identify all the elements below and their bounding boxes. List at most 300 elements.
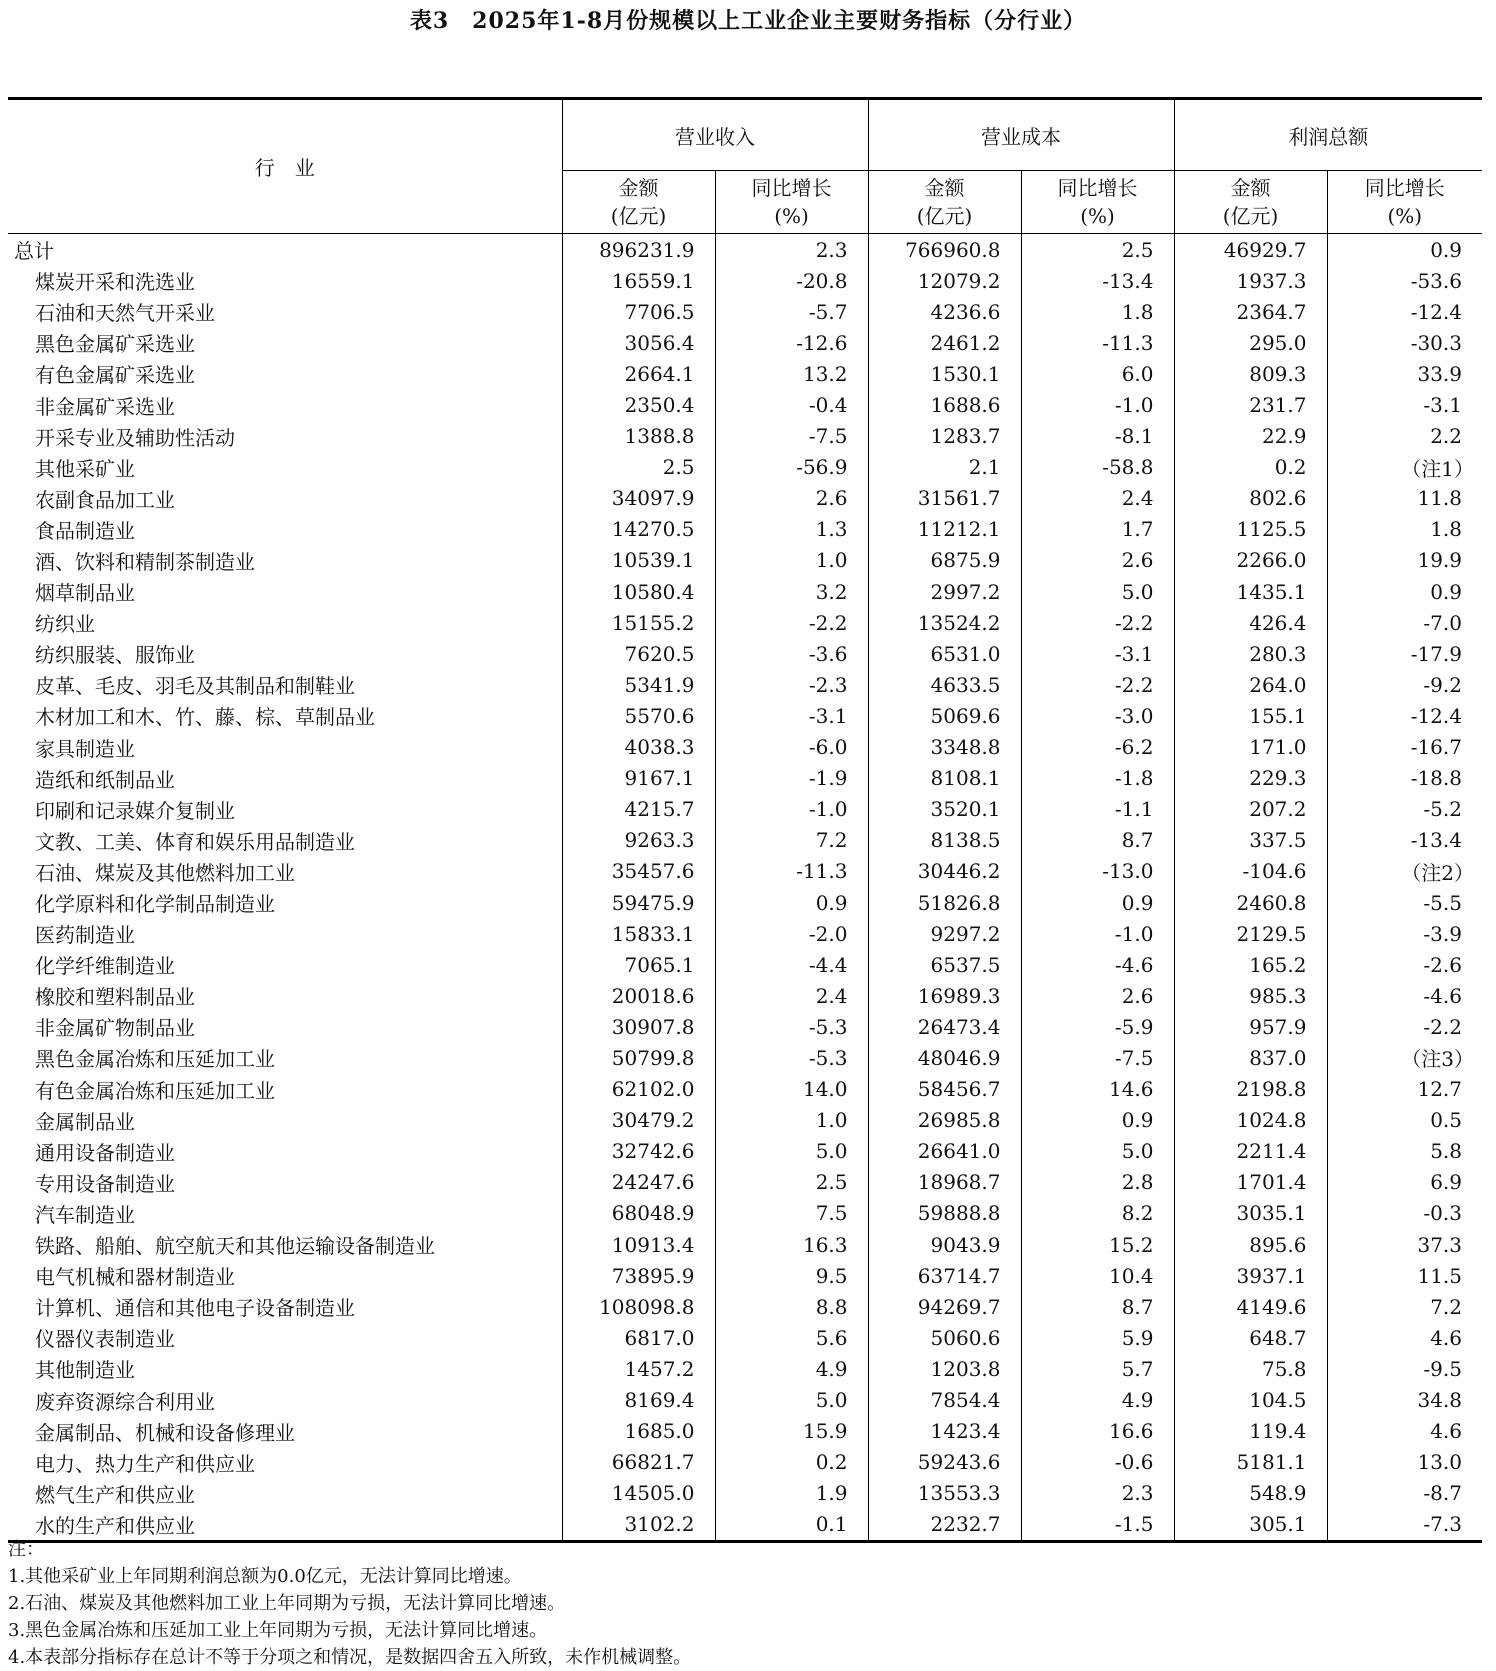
table-row	[8, 918, 1482, 949]
cost-growth-cell: 2.3	[1021, 1478, 1174, 1509]
revenue-amount-cell: 9167.1	[562, 763, 715, 794]
cost-amount-cell: 9297.2	[868, 918, 1021, 949]
profit-growth-cell: （注3）	[1327, 1042, 1482, 1073]
profit-growth-cell: -18.8	[1327, 763, 1482, 794]
revenue-amount-cell: 2350.4	[562, 389, 715, 420]
profit-growth-cell: -13.4	[1327, 825, 1482, 856]
cost-growth-cell: 10.4	[1021, 1260, 1174, 1291]
cost-amount-cell: 766960.8	[868, 234, 1021, 266]
industry-name-cell: 石油、煤炭及其他燃料加工业	[35, 860, 295, 885]
cost-growth-cell: -58.8	[1021, 452, 1174, 483]
profit-amount-cell: 207.2	[1174, 794, 1327, 825]
profit-amount-cell: 2364.7	[1174, 296, 1327, 327]
profit-group-header: 利润总额	[1174, 99, 1482, 171]
profit-amount-cell: 171.0	[1174, 732, 1327, 763]
revenue-growth-cell: -1.9	[715, 763, 868, 794]
table-title: 表3 2025年1-8月份规模以上工业企业主要财务指标（分行业）	[409, 8, 1087, 34]
cost-growth-cell: -8.1	[1021, 421, 1174, 452]
profit-growth-cell: -5.5	[1327, 887, 1482, 918]
cost-amount-cell: 59243.6	[868, 1447, 1021, 1478]
revenue-growth-cell: -5.3	[715, 1042, 868, 1073]
revenue-growth-cell: 7.5	[715, 1198, 868, 1229]
revenue-amount-cell: 4038.3	[562, 732, 715, 763]
revenue-growth-cell: 2.4	[715, 980, 868, 1011]
profit-growth-cell: 11.5	[1327, 1260, 1482, 1291]
profit-amount-cell: 305.1	[1174, 1509, 1327, 1542]
cost-amount-cell: 59888.8	[868, 1198, 1021, 1229]
note-line: 3.黑色金属冶炼和压延加工业上年同期为亏损，无法计算同比增速。	[8, 1620, 548, 1641]
cost-growth-cell: -1.1	[1021, 794, 1174, 825]
revenue-growth-cell: 0.1	[715, 1509, 868, 1542]
industry-name-cell: 纺织服装、服饰业	[35, 643, 195, 668]
cost-growth-cell: 0.9	[1021, 1105, 1174, 1136]
cost-growth-cell: -1.0	[1021, 918, 1174, 949]
profit-amount-cell: 0.2	[1174, 452, 1327, 483]
profit-growth-cell: -9.2	[1327, 669, 1482, 700]
cost-growth-cell: -11.3	[1021, 327, 1174, 358]
revenue-amount-cell: 73895.9	[562, 1260, 715, 1291]
cost-amount-cell: 1283.7	[868, 421, 1021, 452]
revenue-growth-cell: 5.0	[715, 1136, 868, 1167]
industry-name-cell: 医药制造业	[35, 923, 135, 948]
cost-amount-cell: 26473.4	[868, 1011, 1021, 1042]
industry-name-cell: 家具制造业	[35, 736, 135, 761]
table-header	[8, 99, 1482, 234]
table-row	[8, 732, 1482, 763]
cost-amount-cell: 48046.9	[868, 1042, 1021, 1073]
industry-name-cell: 专用设备制造业	[35, 1171, 175, 1196]
profit-growth-cell: -12.4	[1327, 296, 1482, 327]
profit-amount-header: 金额 (亿元)	[1174, 171, 1327, 234]
profit-amount-cell: 2129.5	[1174, 918, 1327, 949]
table-row	[8, 514, 1482, 545]
industry-name-cell: 总计	[14, 239, 54, 264]
table-row	[8, 296, 1482, 327]
revenue-growth-cell: 2.6	[715, 483, 868, 514]
cost-growth-cell: -5.9	[1021, 1011, 1174, 1042]
profit-amount-cell: 1125.5	[1174, 514, 1327, 545]
revenue-amount-cell: 59475.9	[562, 887, 715, 918]
cost-amount-cell: 26641.0	[868, 1136, 1021, 1167]
cost-amount-cell: 4236.6	[868, 296, 1021, 327]
table-row	[8, 1074, 1482, 1105]
profit-growth-cell: -2.2	[1327, 1011, 1482, 1042]
profit-amount-cell: 5181.1	[1174, 1447, 1327, 1478]
revenue-group-header: 营业收入	[562, 99, 868, 171]
profit-amount-cell: 648.7	[1174, 1322, 1327, 1353]
table-row	[8, 949, 1482, 980]
profit-amount-cell: 1937.3	[1174, 265, 1327, 296]
table-row	[8, 1353, 1482, 1384]
profit-amount-cell: -104.6	[1174, 856, 1327, 887]
revenue-growth-cell: 5.0	[715, 1384, 868, 1415]
revenue-growth-cell: -1.0	[715, 794, 868, 825]
cost-growth-cell: -1.5	[1021, 1509, 1174, 1542]
industry-name-cell: 农副食品加工业	[35, 487, 175, 512]
profit-amount-cell: 264.0	[1174, 669, 1327, 700]
table-row	[8, 763, 1482, 794]
revenue-growth-cell: 1.3	[715, 514, 868, 545]
profit-amount-cell: 2266.0	[1174, 545, 1327, 576]
table-row	[8, 1198, 1482, 1229]
industry-name-cell: 计算机、通信和其他电子设备制造业	[35, 1296, 355, 1321]
revenue-growth-cell: 5.6	[715, 1322, 868, 1353]
industry-name-cell: 其他制造业	[35, 1358, 135, 1383]
industry-name-cell: 其他采矿业	[35, 456, 135, 481]
cost-amount-cell: 6531.0	[868, 638, 1021, 669]
revenue-growth-cell: -12.6	[715, 327, 868, 358]
profit-growth-cell: -3.9	[1327, 918, 1482, 949]
profit-amount-cell: 280.3	[1174, 638, 1327, 669]
revenue-amount-cell: 10539.1	[562, 545, 715, 576]
table-row	[8, 234, 1482, 266]
profit-amount-cell: 337.5	[1174, 825, 1327, 856]
cost-amount-header: 金额 (亿元)	[868, 171, 1021, 234]
cost-growth-cell: 16.6	[1021, 1416, 1174, 1447]
table-row	[8, 1384, 1482, 1415]
profit-growth-cell: 2.2	[1327, 421, 1482, 452]
table-row	[8, 1105, 1482, 1136]
profit-amount-cell: 104.5	[1174, 1384, 1327, 1415]
revenue-growth-cell: 15.9	[715, 1416, 868, 1447]
cost-amount-cell: 1530.1	[868, 358, 1021, 389]
industry-name-cell: 开采专业及辅助性活动	[35, 425, 235, 450]
cost-growth-cell: 15.2	[1021, 1229, 1174, 1260]
revenue-amount-cell: 7706.5	[562, 296, 715, 327]
table-row	[8, 794, 1482, 825]
revenue-growth-cell: -7.5	[715, 421, 868, 452]
table-row	[8, 607, 1482, 638]
cost-amount-cell: 58456.7	[868, 1074, 1021, 1105]
profit-growth-cell: 6.9	[1327, 1167, 1482, 1198]
table-row	[8, 1167, 1482, 1198]
revenue-growth-cell: -2.0	[715, 918, 868, 949]
cost-amount-cell: 4633.5	[868, 669, 1021, 700]
revenue-amount-cell: 896231.9	[562, 234, 715, 266]
industry-name-cell: 食品制造业	[35, 518, 135, 543]
revenue-growth-cell: 7.2	[715, 825, 868, 856]
industry-name-cell: 纺织业	[35, 612, 95, 637]
profit-amount-cell: 2460.8	[1174, 887, 1327, 918]
profit-growth-cell: 0.5	[1327, 1105, 1482, 1136]
profit-growth-cell: -30.3	[1327, 327, 1482, 358]
industry-name-cell: 化学纤维制造业	[35, 954, 175, 979]
profit-growth-cell: -7.3	[1327, 1509, 1482, 1542]
table-row	[8, 421, 1482, 452]
revenue-amount-cell: 4215.7	[562, 794, 715, 825]
revenue-amount-cell: 7065.1	[562, 949, 715, 980]
profit-growth-cell: -53.6	[1327, 265, 1482, 296]
profit-amount-cell: 548.9	[1174, 1478, 1327, 1509]
industry-name-cell: 铁路、船舶、航空航天和其他运输设备制造业	[35, 1234, 435, 1259]
cost-amount-cell: 11212.1	[868, 514, 1021, 545]
profit-growth-cell: -9.5	[1327, 1353, 1482, 1384]
profit-growth-cell: -5.2	[1327, 794, 1482, 825]
cost-amount-cell: 6875.9	[868, 545, 1021, 576]
cost-growth-cell: 2.6	[1021, 545, 1174, 576]
industry-name-cell: 非金属矿采选业	[35, 394, 175, 419]
revenue-amount-cell: 68048.9	[562, 1198, 715, 1229]
cost-amount-cell: 2232.7	[868, 1509, 1021, 1542]
cost-growth-cell: 4.9	[1021, 1384, 1174, 1415]
profit-growth-cell: 33.9	[1327, 358, 1482, 389]
profit-amount-cell: 4149.6	[1174, 1291, 1327, 1322]
industry-name-cell: 烟草制品业	[35, 581, 135, 606]
revenue-growth-cell: -2.3	[715, 669, 868, 700]
industry-name-cell: 电气机械和器材制造业	[35, 1265, 235, 1290]
table-row	[8, 327, 1482, 358]
revenue-amount-cell: 15155.2	[562, 607, 715, 638]
cost-amount-cell: 1203.8	[868, 1353, 1021, 1384]
profit-amount-cell: 155.1	[1174, 700, 1327, 731]
cost-growth-cell: 1.7	[1021, 514, 1174, 545]
cost-growth-cell: 14.6	[1021, 1074, 1174, 1105]
profit-amount-cell: 3937.1	[1174, 1260, 1327, 1291]
notes-heading: 注：	[8, 1539, 44, 1560]
cost-amount-cell: 12079.2	[868, 265, 1021, 296]
cost-amount-cell: 3520.1	[868, 794, 1021, 825]
revenue-growth-cell: 2.5	[715, 1167, 868, 1198]
cost-amount-cell: 63714.7	[868, 1260, 1021, 1291]
cost-amount-cell: 18968.7	[868, 1167, 1021, 1198]
profit-growth-cell: -7.0	[1327, 607, 1482, 638]
revenue-amount-cell: 66821.7	[562, 1447, 715, 1478]
profit-growth-cell: 1.8	[1327, 514, 1482, 545]
profit-growth-cell: 0.9	[1327, 234, 1482, 266]
cost-amount-cell: 8108.1	[868, 763, 1021, 794]
cost-amount-cell: 26985.8	[868, 1105, 1021, 1136]
profit-amount-cell: 229.3	[1174, 763, 1327, 794]
revenue-amount-cell: 30479.2	[562, 1105, 715, 1136]
profit-amount-cell: 22.9	[1174, 421, 1327, 452]
industry-name-cell: 仪器仪表制造业	[35, 1327, 175, 1352]
table-row	[8, 1229, 1482, 1260]
revenue-amount-cell: 5341.9	[562, 669, 715, 700]
table-row	[8, 1447, 1482, 1478]
revenue-amount-cell: 1457.2	[562, 1353, 715, 1384]
table-row	[8, 265, 1482, 296]
industry-name-cell: 水的生产和供应业	[8, 1509, 562, 1542]
table-row	[8, 1260, 1482, 1291]
profit-growth-cell: -4.6	[1327, 980, 1482, 1011]
industry-name-cell: 非金属矿物制品业	[35, 1016, 195, 1041]
revenue-amount-cell: 10580.4	[562, 576, 715, 607]
industry-name-cell: 电力、热力生产和供应业	[35, 1451, 255, 1476]
cost-growth-cell: 2.8	[1021, 1167, 1174, 1198]
profit-amount-cell: 231.7	[1174, 389, 1327, 420]
revenue-growth-cell: -3.1	[715, 700, 868, 731]
revenue-amount-cell: 7620.5	[562, 638, 715, 669]
table-row	[8, 452, 1482, 483]
revenue-amount-cell: 5570.6	[562, 700, 715, 731]
cost-amount-cell: 31561.7	[868, 483, 1021, 514]
profit-growth-cell: 7.2	[1327, 1291, 1482, 1322]
table-row	[8, 1416, 1482, 1447]
revenue-amount-header: 金额 (亿元)	[562, 171, 715, 234]
cost-amount-cell: 13524.2	[868, 607, 1021, 638]
revenue-growth-cell: 3.2	[715, 576, 868, 607]
industry-name-cell: 印刷和记录媒介复制业	[35, 798, 235, 823]
profit-amount-cell: 809.3	[1174, 358, 1327, 389]
table-row	[8, 389, 1482, 420]
cost-amount-cell: 2461.2	[868, 327, 1021, 358]
industry-name-cell: 汽车制造业	[35, 1202, 135, 1227]
cost-amount-cell: 2997.2	[868, 576, 1021, 607]
cost-amount-cell: 51826.8	[868, 887, 1021, 918]
revenue-amount-cell: 62102.0	[562, 1074, 715, 1105]
profit-growth-cell: -2.6	[1327, 949, 1482, 980]
revenue-growth-cell: -4.4	[715, 949, 868, 980]
revenue-amount-cell: 15833.1	[562, 918, 715, 949]
cost-growth-cell: 2.4	[1021, 483, 1174, 514]
revenue-amount-cell: 108098.8	[562, 1291, 715, 1322]
revenue-amount-cell: 30907.8	[562, 1011, 715, 1042]
revenue-amount-cell: 34097.9	[562, 483, 715, 514]
table-row	[8, 856, 1482, 887]
table-notes	[8, 1536, 1482, 1671]
profit-amount-cell: 1435.1	[1174, 576, 1327, 607]
profit-growth-cell: 12.7	[1327, 1074, 1482, 1105]
profit-growth-cell: -3.1	[1327, 389, 1482, 420]
cost-growth-cell: -13.4	[1021, 265, 1174, 296]
profit-amount-cell: 426.4	[1174, 607, 1327, 638]
revenue-growth-cell: 16.3	[715, 1229, 868, 1260]
revenue-amount-cell: 2.5	[562, 452, 715, 483]
industry-name-cell: 废弃资源综合利用业	[35, 1389, 215, 1414]
table-row	[8, 358, 1482, 389]
cost-amount-cell: 16989.3	[868, 980, 1021, 1011]
cost-amount-cell: 6537.5	[868, 949, 1021, 980]
revenue-growth-cell: 1.0	[715, 1105, 868, 1136]
revenue-amount-cell: 1685.0	[562, 1416, 715, 1447]
cost-growth-cell: 1.8	[1021, 296, 1174, 327]
revenue-amount-cell: 14505.0	[562, 1478, 715, 1509]
cost-growth-cell: -3.0	[1021, 700, 1174, 731]
profit-growth-cell: -12.4	[1327, 700, 1482, 731]
revenue-growth-cell: -5.7	[715, 296, 868, 327]
revenue-growth-cell: 4.9	[715, 1353, 868, 1384]
industry-name-cell: 金属制品、机械和设备修理业	[35, 1420, 295, 1445]
industry-name-cell: 黑色金属冶炼和压延加工业	[35, 1047, 275, 1072]
revenue-growth-cell: -3.6	[715, 638, 868, 669]
profit-growth-cell: 19.9	[1327, 545, 1482, 576]
profit-growth-header: 同比增长 (%)	[1327, 171, 1482, 234]
table-row	[8, 700, 1482, 731]
profit-growth-cell: -17.9	[1327, 638, 1482, 669]
revenue-amount-cell: 10913.4	[562, 1229, 715, 1260]
revenue-amount-cell: 2664.1	[562, 358, 715, 389]
table-row	[8, 887, 1482, 918]
cost-growth-cell: -13.0	[1021, 856, 1174, 887]
cost-growth-cell: 5.7	[1021, 1353, 1174, 1384]
industry-name-cell: 造纸和纸制品业	[35, 767, 175, 792]
cost-growth-cell: -0.6	[1021, 1447, 1174, 1478]
industry-name-cell: 石油和天然气开采业	[35, 301, 215, 326]
profit-amount-cell: 1701.4	[1174, 1167, 1327, 1198]
revenue-growth-cell: 1.9	[715, 1478, 868, 1509]
cost-amount-cell: 13553.3	[868, 1478, 1021, 1509]
revenue-growth-cell: 0.2	[715, 1447, 868, 1478]
revenue-amount-cell: 20018.6	[562, 980, 715, 1011]
cost-amount-cell: 3348.8	[868, 732, 1021, 763]
revenue-growth-cell: -6.0	[715, 732, 868, 763]
profit-amount-cell: 1024.8	[1174, 1105, 1327, 1136]
table-row	[8, 980, 1482, 1011]
cost-growth-cell: 0.9	[1021, 887, 1174, 918]
profit-growth-cell: 4.6	[1327, 1322, 1482, 1353]
table-row	[8, 576, 1482, 607]
note-line: 4.本表部分指标存在总计不等于分项之和情况，是数据四舍五入所致，未作机械调整。	[8, 1647, 692, 1668]
profit-growth-cell: 0.9	[1327, 576, 1482, 607]
cost-amount-cell: 30446.2	[868, 856, 1021, 887]
industry-name-cell: 黑色金属矿采选业	[35, 332, 195, 357]
financial-indicators-table	[8, 97, 1482, 1543]
cost-amount-cell: 9043.9	[868, 1229, 1021, 1260]
cost-amount-cell: 7854.4	[868, 1384, 1021, 1415]
profit-amount-cell: 75.8	[1174, 1353, 1327, 1384]
revenue-amount-cell: 8169.4	[562, 1384, 715, 1415]
revenue-growth-cell: -11.3	[715, 856, 868, 887]
table-row	[8, 1322, 1482, 1353]
cost-growth-cell: 8.7	[1021, 1291, 1174, 1322]
table-row	[8, 545, 1482, 576]
cost-group-header: 营业成本	[868, 99, 1174, 171]
profit-growth-cell: -8.7	[1327, 1478, 1482, 1509]
profit-growth-cell: 34.8	[1327, 1384, 1482, 1415]
revenue-amount-cell: 24247.6	[562, 1167, 715, 1198]
cost-amount-cell: 94269.7	[868, 1291, 1021, 1322]
cost-amount-cell: 5069.6	[868, 700, 1021, 731]
industry-name-cell: 燃气生产和供应业	[35, 1482, 195, 1507]
revenue-growth-header: 同比增长 (%)	[715, 171, 868, 234]
profit-amount-cell: 165.2	[1174, 949, 1327, 980]
industry-name-cell: 文教、工美、体育和娱乐用品制造业	[35, 829, 355, 854]
profit-amount-cell: 895.6	[1174, 1229, 1327, 1260]
cost-amount-cell: 8138.5	[868, 825, 1021, 856]
cost-amount-cell: 1688.6	[868, 389, 1021, 420]
revenue-amount-cell: 9263.3	[562, 825, 715, 856]
industry-name-cell: 皮革、毛皮、羽毛及其制品和制鞋业	[35, 674, 355, 699]
industry-name-cell: 金属制品业	[35, 1109, 135, 1134]
table-row	[8, 638, 1482, 669]
profit-growth-cell: 13.0	[1327, 1447, 1482, 1478]
profit-amount-cell: 3035.1	[1174, 1198, 1327, 1229]
profit-growth-cell: （注1）	[1327, 452, 1482, 483]
industry-name-cell: 有色金属冶炼和压延加工业	[35, 1078, 275, 1103]
revenue-amount-cell: 16559.1	[562, 265, 715, 296]
table-row	[8, 1011, 1482, 1042]
cost-growth-cell: -2.2	[1021, 607, 1174, 638]
profit-amount-cell: 2211.4	[1174, 1136, 1327, 1167]
revenue-growth-cell: -0.4	[715, 389, 868, 420]
cost-growth-cell: 8.2	[1021, 1198, 1174, 1229]
table-row	[8, 669, 1482, 700]
revenue-amount-cell: 6817.0	[562, 1322, 715, 1353]
revenue-amount-cell: 50799.8	[562, 1042, 715, 1073]
revenue-amount-cell: 3102.2	[562, 1509, 715, 1542]
industry-name-cell: 煤炭开采和洗选业	[35, 270, 195, 295]
profit-growth-cell: 11.8	[1327, 483, 1482, 514]
revenue-amount-cell: 3056.4	[562, 327, 715, 358]
revenue-growth-cell: -5.3	[715, 1011, 868, 1042]
profit-growth-cell: 5.8	[1327, 1136, 1482, 1167]
revenue-growth-cell: 0.9	[715, 887, 868, 918]
table-row	[8, 1291, 1482, 1322]
industry-name-cell: 有色金属矿采选业	[35, 363, 195, 388]
cost-growth-header: 同比增长 (%)	[1021, 171, 1174, 234]
cost-amount-cell: 2.1	[868, 452, 1021, 483]
table-row	[8, 1136, 1482, 1167]
